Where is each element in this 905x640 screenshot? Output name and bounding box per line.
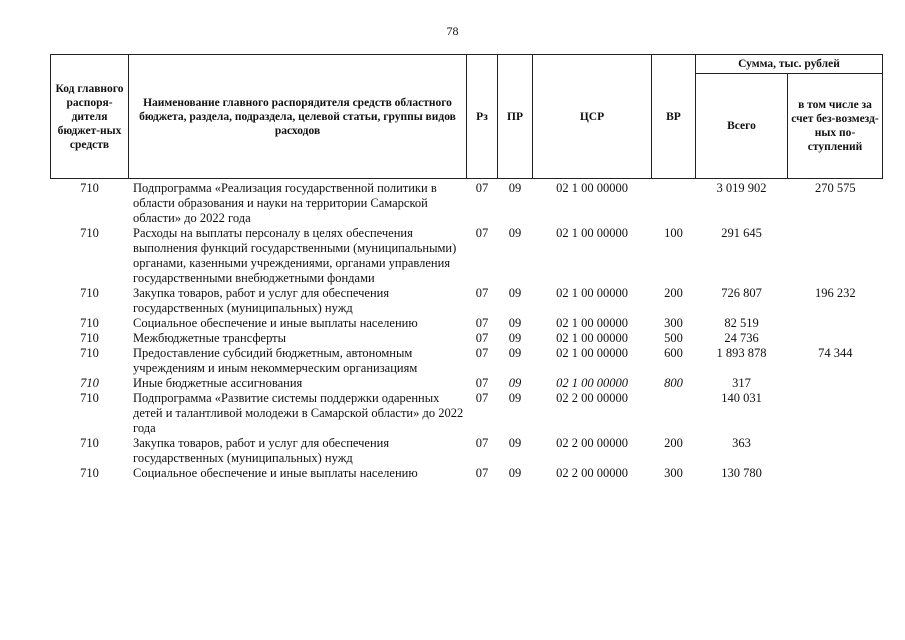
cell-pr: 09 (508, 286, 522, 300)
cell-gratis (788, 316, 883, 331)
cell-gratis (788, 466, 883, 481)
table-row (51, 331, 883, 346)
cell-code: 710 (80, 331, 99, 345)
table-row (51, 346, 883, 376)
cell-total: 291 645 (721, 226, 762, 240)
cell-name: Закупка товаров, работ и услуг для обеспечения государственных (муниципальных) нужд (133, 436, 390, 465)
header-pr: ПР (498, 55, 533, 179)
cell-csr: 02 2 00 00000 (556, 466, 628, 480)
table-row (51, 226, 883, 286)
cell-total: 82 519 (724, 316, 759, 330)
cell-rz: 07 (475, 181, 489, 195)
cell-rz: 07 (475, 466, 489, 480)
cell-vr (652, 391, 696, 436)
header-vr: ВР (652, 55, 696, 179)
cell-csr: 02 1 00 00000 (556, 286, 628, 300)
cell-vr: 600 (664, 346, 683, 360)
cell-pr: 09 (508, 181, 522, 195)
cell-total: 317 (732, 376, 751, 390)
cell-csr: 02 2 00 00000 (556, 436, 628, 450)
cell-vr: 200 (664, 286, 683, 300)
cell-csr: 02 1 00 00000 (556, 331, 628, 345)
cell-rz: 07 (475, 331, 489, 345)
cell-vr: 200 (664, 436, 683, 450)
cell-rz: 07 (475, 226, 489, 240)
cell-vr: 300 (664, 466, 683, 480)
cell-pr: 09 (508, 436, 522, 450)
cell-name: Подпрограмма «Развитие системы поддержки одаренных детей и талантливой молодежи в Самарской области» до 2022 года (133, 391, 464, 435)
cell-pr: 09 (508, 376, 522, 390)
cell-code: 710 (80, 436, 99, 450)
cell-rz: 07 (475, 391, 489, 405)
table-row (51, 179, 883, 227)
table-row (51, 316, 883, 331)
cell-gratis: 196 232 (814, 286, 856, 300)
cell-code: 710 (80, 376, 99, 390)
cell-code: 710 (80, 346, 99, 360)
table-row (51, 466, 883, 481)
table-row (51, 391, 883, 436)
cell-name: Расходы на выплаты персоналу в целях обеспечения выполнения функций государственными (муниципальными) органами, казенными учреждениями, органами управления государственными внебюджетными фондами (133, 226, 457, 285)
cell-name: Предоставление субсидий бюджетным, автономным учреждениям и иным некоммерческим организациям (133, 346, 418, 375)
cell-vr: 300 (664, 316, 683, 330)
header-gratis: в том числе за счет без-возмезд-ных по-ступлений (788, 74, 883, 179)
cell-total: 130 780 (721, 466, 762, 480)
cell-name: Социальное обеспечение и иные выплаты населению (133, 316, 418, 330)
cell-pr: 09 (508, 346, 522, 360)
cell-gratis (788, 331, 883, 346)
budget-table (50, 54, 883, 481)
cell-pr: 09 (508, 331, 522, 345)
cell-name: Подпрограмма «Реализация государственной политики в области образования и науки на территории Самарской области» до 2022 года (133, 181, 437, 225)
cell-gratis (788, 376, 883, 391)
table-row (51, 436, 883, 466)
table-header (51, 55, 883, 179)
header-total: Всего (696, 74, 788, 179)
cell-gratis: 74 344 (818, 346, 853, 360)
cell-pr: 09 (508, 466, 522, 480)
cell-rz: 07 (475, 316, 489, 330)
cell-pr: 09 (508, 316, 522, 330)
cell-rz: 07 (475, 436, 489, 450)
cell-code: 710 (80, 286, 99, 300)
table-row (51, 376, 883, 391)
cell-csr: 02 1 00 00000 (556, 226, 628, 240)
cell-csr: 02 1 00 00000 (556, 316, 628, 330)
cell-name: Закупка товаров, работ и услуг для обеспечения государственных (муниципальных) нужд (133, 286, 390, 315)
header-name: Наименование главного распорядителя средств областного бюджета, раздела, подраздела, целевой статьи, группы видов расходов (129, 55, 467, 179)
cell-total: 363 (732, 436, 751, 450)
cell-gratis: 270 575 (814, 181, 856, 195)
header-sum: Сумма, тыс. рублей (696, 55, 883, 74)
cell-total: 140 031 (721, 391, 762, 405)
header-rz: Рз (467, 55, 498, 179)
cell-total: 1 893 878 (716, 346, 767, 360)
cell-gratis (788, 226, 883, 286)
cell-total: 726 807 (721, 286, 762, 300)
cell-total: 3 019 902 (716, 181, 767, 195)
cell-vr: 100 (664, 226, 683, 240)
cell-code: 710 (80, 316, 99, 330)
cell-rz: 07 (475, 346, 489, 360)
cell-csr: 02 2 00 00000 (556, 391, 628, 405)
cell-code: 710 (80, 391, 99, 405)
cell-vr: 500 (664, 331, 683, 345)
header-code: Код главного распоря-дителя бюджет-ных средств (51, 55, 129, 179)
cell-gratis (788, 436, 883, 466)
cell-name: Иные бюджетные ассигнования (133, 376, 303, 390)
cell-pr: 09 (508, 391, 522, 405)
cell-code: 710 (80, 226, 99, 240)
page-number: 78 (446, 24, 459, 38)
cell-csr: 02 1 00 00000 (556, 376, 628, 390)
cell-rz: 07 (475, 286, 489, 300)
cell-vr: 800 (664, 376, 683, 390)
header-csr: ЦСР (533, 55, 652, 179)
cell-pr: 09 (508, 226, 522, 240)
table-body (51, 179, 883, 482)
table-row (51, 286, 883, 316)
cell-name: Межбюджетные трансферты (133, 331, 287, 345)
cell-vr (652, 179, 696, 227)
cell-code: 710 (80, 466, 99, 480)
cell-gratis (788, 391, 883, 436)
cell-rz: 07 (475, 376, 489, 390)
cell-code: 710 (80, 181, 99, 195)
cell-csr: 02 1 00 00000 (556, 181, 628, 195)
cell-total: 24 736 (724, 331, 759, 345)
cell-csr: 02 1 00 00000 (556, 346, 628, 360)
cell-name: Социальное обеспечение и иные выплаты населению (133, 466, 418, 480)
